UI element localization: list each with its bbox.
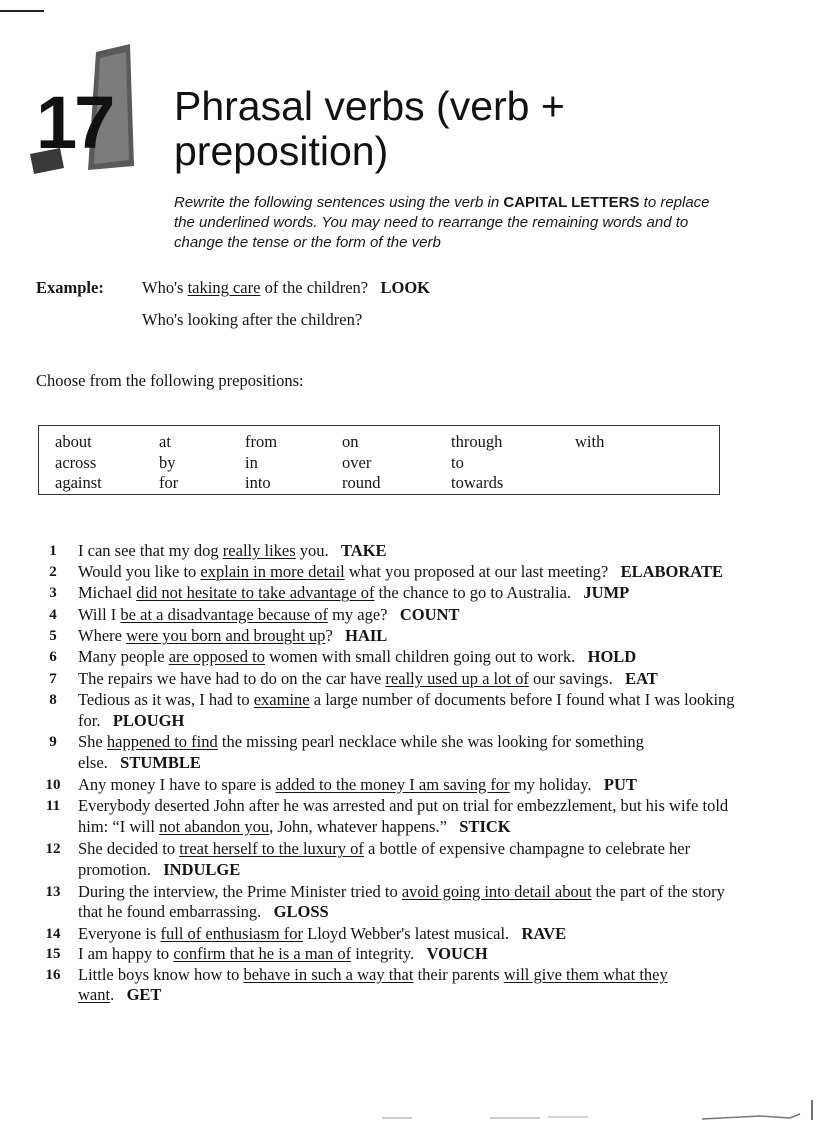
exercise-item — [40, 541, 740, 562]
example-underlined: taking care — [187, 278, 261, 297]
underlined-phrase: really used up a lot of — [385, 668, 529, 688]
underlined-phrase: avoid going into detail about — [401, 881, 592, 901]
sentence-text: my age? — [327, 604, 388, 624]
exercise-keyword: EAT — [625, 668, 658, 688]
exercise-item — [40, 965, 740, 1006]
exercise-sentence — [78, 583, 571, 602]
prepositions-instruction: Choose from the following prepositions: — [36, 371, 304, 390]
exercise-sentence — [78, 924, 509, 943]
sentence-text: a large number of documents before I found what I was looking for. — [78, 690, 735, 730]
sentence-text: Everyone is — [78, 923, 161, 943]
exercise-number: 13 — [45, 883, 61, 900]
exercise-number: 3 — [49, 585, 57, 602]
preposition: at — [159, 432, 171, 451]
instructions-text-1: Rewrite the following sentences using the verb in — [174, 194, 504, 211]
exercise-keyword: HAIL — [345, 626, 388, 646]
sentence-text: I can see that my dog — [78, 541, 223, 560]
scan-corner-mark — [0, 10, 44, 12]
example-text-after: of the children? — [260, 278, 369, 297]
exercise-sentence — [78, 965, 668, 1005]
exercise-sentence — [78, 796, 728, 836]
example-question — [36, 276, 430, 300]
exercise-number: 8 — [49, 692, 57, 709]
example-text-before: Who's — [142, 278, 188, 297]
exercise-number: 4 — [49, 606, 57, 623]
exercise-number: 16 — [45, 966, 61, 983]
unit-badge — [30, 44, 155, 174]
preposition: through — [451, 432, 503, 451]
preposition: by — [159, 453, 176, 472]
sentence-text: the part of the story that he found embarrassing. — [78, 881, 725, 922]
exercise-list — [40, 541, 740, 1006]
sentence-text: the missing pearl necklace while she was looking for something else. — [78, 732, 644, 772]
sentence-text: a bottle of expensive champagne to celebrate her promotion. — [78, 839, 691, 879]
sentence-text: Would you like to — [78, 561, 201, 581]
sentence-text: their parents — [413, 964, 504, 984]
underlined-phrase: explain in more detail — [200, 561, 345, 581]
sentence-text: I am happy to — [78, 944, 174, 964]
exercise-item — [40, 796, 740, 837]
underlined-phrase: full of enthusiasm for — [160, 923, 303, 943]
exercise-keyword: VOUCH — [426, 944, 488, 964]
exercise-item — [40, 690, 740, 731]
exercise-number: 2 — [49, 563, 57, 580]
sentence-text: integrity. — [351, 944, 415, 964]
exercise-number: 5 — [49, 628, 57, 645]
exercise-item — [40, 605, 740, 626]
sentence-text: Everybody deserted John after he was arrested and put on trial for embezzlement, but his wife told him: “I will — [78, 796, 729, 836]
sentence-text: Lloyd Webber's latest musical. — [303, 923, 510, 943]
preposition: for — [159, 473, 179, 492]
sentence-text: the chance to go to Australia. — [374, 583, 572, 603]
exercise-keyword: HOLD — [587, 646, 637, 666]
sentence-text: our savings. — [528, 668, 613, 688]
exercise-item — [40, 562, 740, 583]
example-block — [36, 276, 430, 332]
sentence-text: ? — [325, 626, 333, 646]
exercise-item — [40, 775, 740, 796]
exercise-keyword: ELABORATE — [620, 561, 723, 581]
instructions-text-2: to replace the underlined words. You may need to rearrange the remaining words and to change the tense or the form of the verb — [174, 194, 710, 251]
sentence-text: my holiday. — [509, 774, 592, 794]
exercise-item — [40, 839, 740, 880]
exercise-sentence — [78, 605, 388, 624]
exercise-number: 6 — [49, 648, 57, 665]
exercise-keyword: RAVE — [521, 923, 567, 943]
exercise-item — [40, 626, 740, 647]
exercise-keyword: PLOUGH — [112, 710, 185, 730]
exercise-sentence — [78, 775, 592, 794]
exercise-number: 15 — [45, 946, 61, 963]
sentence-text: The repairs we have had to do on the car have — [78, 668, 386, 688]
exercise-sentence — [78, 669, 613, 688]
exercise-item — [40, 882, 740, 923]
exercise-keyword: STUMBLE — [120, 752, 201, 772]
example-keyword: LOOK — [380, 278, 430, 297]
instructions — [174, 193, 734, 253]
exercise-keyword: GLOSS — [273, 902, 329, 922]
exercise-sentence — [78, 562, 608, 581]
exercise-number: 14 — [45, 925, 61, 942]
sentence-text: Where — [78, 626, 127, 646]
exercise-number: 1 — [49, 543, 57, 559]
underlined-phrase: happened to find — [106, 732, 218, 752]
preposition: with — [575, 432, 605, 451]
underlined-phrase: be at a disadvantage because of — [120, 604, 328, 624]
exercise-number: 12 — [45, 841, 61, 858]
sentence-text: what you proposed at our last meeting? — [344, 561, 609, 581]
sentence-text: She decided to — [78, 839, 180, 859]
exercise-item — [40, 647, 740, 668]
scan-footer-artifacts — [0, 1098, 816, 1123]
exercise-item — [40, 944, 740, 965]
sentence-text: Any money I have to spare is — [78, 774, 276, 794]
exercise-keyword: JUMP — [583, 583, 630, 603]
exercise-sentence — [78, 882, 725, 922]
preposition: over — [342, 453, 372, 472]
sentence-text: Many people — [78, 646, 169, 666]
example-label: Example: — [36, 278, 104, 297]
preposition: from — [245, 432, 278, 451]
exercise-keyword: STICK — [459, 816, 511, 836]
sentence-text: Will I — [78, 604, 121, 624]
sentence-text: women with small children going out to work. — [264, 646, 576, 666]
exercise-keyword: INDULGE — [163, 859, 241, 879]
preposition: across — [55, 453, 97, 472]
sentence-text: During the interview, the Prime Minister tried to — [78, 881, 402, 901]
sentence-text: Michael — [78, 583, 137, 603]
sentence-text: , John, whatever happens.” — [269, 816, 447, 836]
preposition: in — [245, 453, 258, 472]
exercise-keyword: PUT — [603, 774, 637, 794]
preposition: on — [342, 432, 359, 451]
exercise-item — [40, 924, 740, 945]
underlined-phrase: will give them what they want — [78, 964, 668, 1005]
preposition: about — [55, 432, 92, 451]
sentence-text: you. — [295, 541, 329, 560]
sentence-text: She — [78, 732, 107, 752]
exercise-number: 10 — [45, 776, 61, 793]
sentence-text: Little boys know how to — [78, 964, 244, 984]
underlined-phrase: treat herself to the luxury of — [179, 839, 364, 859]
sentence-text: . — [110, 985, 115, 1005]
exercise-number: 9 — [49, 734, 57, 751]
preposition: against — [55, 473, 102, 492]
exercise-item — [40, 583, 740, 604]
preposition: into — [245, 473, 271, 492]
underlined-phrase: are opposed to — [168, 646, 265, 666]
exercise-keyword: TAKE — [341, 541, 387, 560]
instructions-emphasis: CAPITAL LETTERS — [503, 194, 640, 211]
exercise-keyword: COUNT — [399, 604, 460, 624]
example-answer: Who's looking after the children? — [142, 310, 363, 329]
underlined-phrase: examine — [253, 690, 310, 710]
preposition: round — [342, 473, 381, 492]
underlined-phrase: really likes — [222, 541, 296, 560]
exercise-sentence — [78, 626, 333, 645]
preposition: to — [451, 453, 464, 472]
exercise-sentence — [78, 944, 414, 963]
exercise-number: 7 — [49, 670, 57, 687]
underlined-phrase: confirm that he is a man of — [173, 944, 352, 964]
underlined-phrase: behave in such a way that — [243, 964, 414, 984]
unit-number: 17 — [36, 81, 113, 164]
exercise-sentence — [78, 647, 575, 666]
underlined-phrase: did not hesitate to take advantage of — [136, 583, 375, 603]
exercise-number: 11 — [45, 798, 61, 815]
sentence-text: Tedious as it was, I had to — [78, 690, 254, 710]
preposition: towards — [451, 473, 504, 492]
exercise-item — [40, 669, 740, 690]
exercise-item — [40, 732, 740, 773]
underlined-phrase: not abandon you — [159, 816, 270, 836]
underlined-phrase: were you born and brought up — [126, 626, 326, 646]
page-title: Phrasal verbs (verb + preposition) — [174, 83, 565, 174]
exercise-keyword: GET — [126, 985, 162, 1005]
exercise-sentence — [78, 541, 329, 560]
underlined-phrase: added to the money I am saving for — [275, 774, 510, 794]
prepositions-box — [38, 425, 720, 495]
